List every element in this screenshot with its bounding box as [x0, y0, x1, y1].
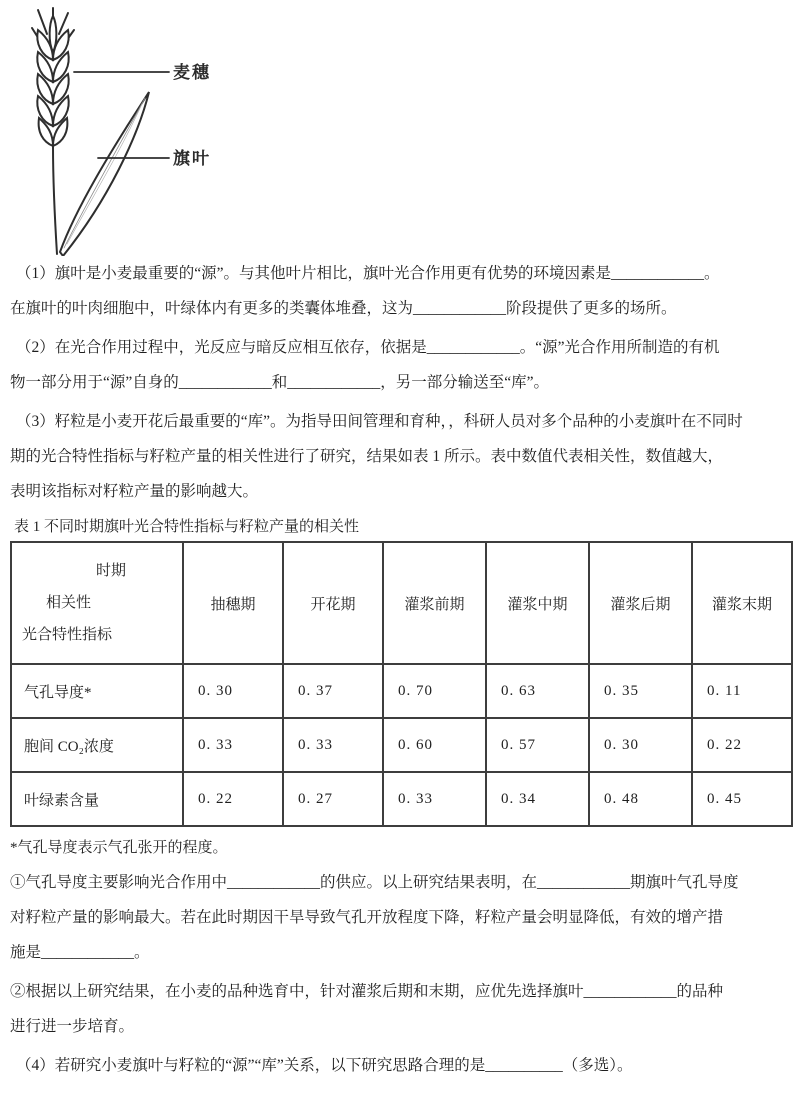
- question-3-line: （3）籽粒是小麦开花后最重要的“库”。为指导田间管理和育种，，科研人员对多个品种的小麦旗叶在不同时: [16, 413, 743, 430]
- wheat-plant-illustration: [12, 6, 252, 256]
- value-cell: 0. 63: [486, 664, 589, 718]
- value-cell: 0. 70: [383, 664, 486, 718]
- column-header: 灌浆后期: [589, 542, 692, 664]
- question-2: [10, 330, 790, 400]
- value-cell: 0. 33: [383, 772, 486, 826]
- sub-question-1-line: ①气孔导度主要影响光合作用中____________的供应。以上研究结果表明，在____________期旗叶气孔导度: [10, 874, 739, 891]
- sub-question-2: [10, 974, 790, 1044]
- question-3: [10, 404, 790, 509]
- sub-question-1-line: 施是____________。: [10, 944, 150, 961]
- corner-line-correlation: 相关性: [46, 595, 92, 611]
- sub-question-1: [10, 865, 790, 970]
- question-3-line: 期的光合特性指标与籽粒产量的相关性进行了研究，结果如表 1 所示。表中数值代表相关性，数值越大，: [10, 448, 724, 465]
- corner-line-period: 时期: [96, 563, 127, 579]
- value-cell: 0. 45: [692, 772, 792, 826]
- table-row: [11, 718, 792, 772]
- row-label: 气孔导度*: [11, 664, 183, 718]
- question-4-line: （4）若研究小麦旗叶与籽粒的“源”“库”关系，以下研究思路合理的是__________（多选）。: [16, 1057, 633, 1074]
- question-1-line: （1）旗叶是小麦最重要的“源”。与其他叶片相比，旗叶光合作用更有优势的环境因素是____________。: [16, 265, 720, 282]
- sub-question-1-line: 对籽粒产量的影响最大。若在此时期因干旱导致气孔开放程度下降，籽粒产量会明显降低，有效的增产措: [10, 909, 724, 926]
- column-header: 开花期: [283, 542, 383, 664]
- value-cell: 0. 22: [183, 772, 283, 826]
- value-cell: 0. 60: [383, 718, 486, 772]
- question-3-line: 表明该指标对籽粒产量的影响越大。: [10, 483, 259, 500]
- value-cell: 0. 30: [183, 664, 283, 718]
- row-label: 叶绿素含量: [11, 772, 183, 826]
- question-1-line: 在旗叶的叶肉细胞中，叶绿体内有更多的类囊体堆叠，这为____________阶段提供了更多的场所。: [10, 300, 677, 317]
- value-cell: 0. 33: [183, 718, 283, 772]
- value-cell: 0. 48: [589, 772, 692, 826]
- value-cell: 0. 11: [692, 664, 792, 718]
- ear-label: 麦穗: [173, 63, 211, 82]
- column-header: 灌浆末期: [692, 542, 792, 664]
- column-header: 灌浆中期: [486, 542, 589, 664]
- correlation-table: [10, 541, 793, 827]
- corner-line-indicator: 光合特性指标: [22, 627, 113, 643]
- column-header: 抽穗期: [183, 542, 283, 664]
- table-header-row: [11, 542, 792, 664]
- value-cell: 0. 30: [589, 718, 692, 772]
- value-cell: 0. 34: [486, 772, 589, 826]
- wheat-figure: [10, 4, 790, 256]
- column-header: 灌浆前期: [383, 542, 486, 664]
- table-caption: 表 1 不同时期旗叶光合特性指标与籽粒产量的相关性: [14, 519, 360, 535]
- wheat-ear: [37, 16, 68, 146]
- value-cell: 0. 37: [283, 664, 383, 718]
- table-footnote: *气孔导度表示气孔张开的程度。: [10, 840, 228, 856]
- sub-question-2-line: ②根据以上研究结果，在小麦的品种选育中，针对灌浆后期和末期，应优先选择旗叶____________的品种: [10, 983, 724, 1000]
- sub-question-2-line: 进行进一步培育。: [10, 1018, 135, 1035]
- flag-leaf-label: 旗叶: [173, 149, 211, 168]
- question-1: [10, 256, 790, 326]
- flag-leaf: [60, 92, 149, 256]
- value-cell: 0. 33: [283, 718, 383, 772]
- wheat-stem: [53, 146, 57, 254]
- value-cell: 0. 27: [283, 772, 383, 826]
- question-2-line: 物一部分用于“源”自身的____________和____________，另一部分输送至“库”。: [10, 374, 550, 391]
- value-cell: 0. 22: [692, 718, 792, 772]
- value-cell: 0. 35: [589, 664, 692, 718]
- row-label: 胞间 CO₂浓度: [11, 718, 183, 772]
- question-4: [10, 1048, 790, 1083]
- question-2-line: （2）在光合作用过程中，光反应与暗反应相互依存，依据是____________。“源”光合作用所制造的有机: [16, 339, 720, 356]
- value-cell: 0. 57: [486, 718, 589, 772]
- table-row: [11, 772, 792, 826]
- corner-header-cell: [11, 542, 183, 664]
- table-row: [11, 664, 792, 718]
